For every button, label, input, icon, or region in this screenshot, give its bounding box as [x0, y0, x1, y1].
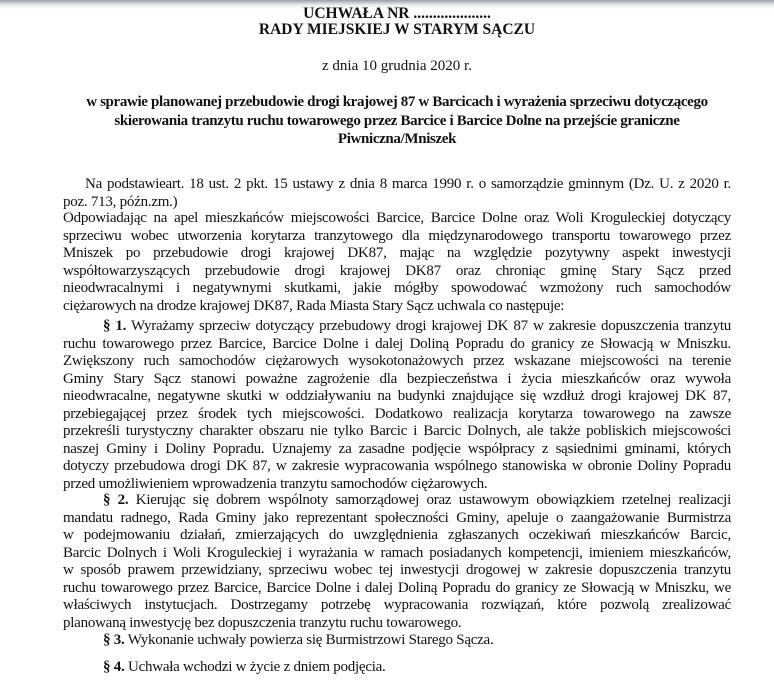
subject-line: skierowania tranzytu ruchu towarowego przez Barcice i Barcice Dolne na przejście graniczne — [114, 112, 680, 129]
section-4-line — [63, 659, 731, 677]
section-number: § 1. — [103, 318, 127, 334]
preamble-line: ciężarowych na drodze krajowej DK87, Rada Miasta Stary Sącz uchwala co następuje: — [63, 297, 565, 314]
council-name: RADY MIEJSKIEJ W STARYM SĄCZU — [258, 21, 536, 38]
section-2-line: mandatu radnego, Rada Gminy jako reprezentant społeczności Gminy, apeluje o zaangażowanie Burmistrza — [63, 509, 731, 526]
section-text: Uchwała wchodzi w życie z dniem podjęcia. — [124, 659, 386, 675]
section-1 — [63, 318, 731, 493]
section-4 — [63, 659, 731, 677]
section-2-line: w sposób prawem przewidziany, sprzeciwu wobec tej inwestycji drogowej w zakresie dopuszczenia tranzytu — [63, 562, 731, 578]
section-text: Wyrażamy sprzeciw dotyczący przebudowy drogi krajowej DK 87 w zakresie dopuszczenia tranzytu — [126, 318, 732, 334]
section-2-line — [63, 492, 731, 510]
section-2-line: ruchu towarowego przez Barcice, Barcice Dolne i dalej Doliną Popradu do granicy ze Słowacją w Mniszku, we — [63, 579, 731, 596]
legal-basis-line: poz. 713, późn.zm.) — [63, 193, 178, 210]
section-1-line — [63, 318, 731, 336]
subject-line: Piwniczna/Mniszek — [337, 131, 457, 147]
section-1-line: nieodwracalne, negatywne skutki w oddziaływaniu na budynki znajdujące się wzdłuż drogi krajowej DK 87, — [63, 388, 731, 404]
preamble — [63, 210, 731, 315]
resolution-subject — [63, 93, 731, 149]
section-text: Wykonanie uchwały powierza się Burmistrzowi Starego Sącza. — [124, 632, 494, 648]
section-number: § 2. — [103, 492, 129, 508]
preamble-line: Odpowiadając na apel mieszkańców miejscowości Barcice, Barcice Dolne oraz Woli Kroguleckiej dotyczący — [63, 210, 731, 226]
subject-line: w sprawie planowanej przebudowie drogi krajowej 87 w Barcicach i wyrażenia sprzeciwu dotyczącego — [86, 94, 708, 110]
section-3 — [63, 632, 731, 650]
section-3-line — [63, 632, 731, 650]
preamble-line: Mniszek po przebudowie drogi krajowej DK87, mając na względzie pozytywny aspekt inwestycji — [63, 245, 731, 261]
section-1-line: dotyczy przebudowa drogi DK 87, w zakresie wypracowania wspólnego stanowiska w obronie Doliny Popradu — [63, 458, 731, 474]
section-1-line: przekreśli turystyczny charakter obszaru nie tylko Barcic i Barcic Dolnych, ale także pobliskich miejscowości — [63, 423, 731, 439]
section-2-line: planowaną inwestycję bez dopuszczenia tranzytu ruchu towarowego. — [63, 614, 462, 631]
section-2 — [63, 492, 731, 632]
section-1-line: przed umożliwieniem wprowadzenia tranzytu samochodów ciężarowych. — [63, 475, 488, 492]
legal-basis — [63, 176, 731, 211]
section-number: § 4. — [103, 659, 125, 675]
section-2-line: właściwych instytucjach. Dostrzegamy potrzebę wypracowania rozwiązań, które pozwolą zrealizować — [63, 597, 731, 613]
section-2-line: w podejmowaniu działań, zmierzających do uwzględnienia zgłaszanych oczekiwań mieszkańców Barcic, — [63, 527, 731, 543]
section-1-line: naszej Gminy i Doliny Popradu. Uznajemy za zasadne podjęcie współpracy z sąsiednimi gminami, których — [63, 440, 731, 457]
resolution-title: UCHWAŁA NR .................... — [303, 5, 491, 22]
preamble-line: sprzeciwu wobec utworzenia korytarza tranzytowego dla międzynarodowego transportu towarowego przez — [63, 227, 731, 244]
preamble-line: nieodwracalnymi i negatywnymi skutkami, jakie mógłby spowodować wzmożony ruch samochodów — [63, 280, 731, 296]
resolution-date: z dnia 10 grudnia 2020 r. — [322, 58, 472, 74]
section-1-line: ruchu towarowego przez Barcice, Barcice Dolne i dalej Doliną Popradu do granicy ze Słowacją w Mniszku. — [63, 335, 731, 352]
section-number: § 3. — [103, 632, 125, 648]
section-1-line: Gminy Stary Sącz stanowi poważne zagrożenie dla bezpieczeństwa i życia mieszkańców oraz wywoła — [63, 370, 731, 387]
section-1-line: przebiegającej przez środek tych miejscowości. Dodatkowo realizacja korytarza towarowego na zawsze — [63, 405, 731, 422]
legal-basis-line: Na podstawieart. 18 ust. 2 pkt. 15 ustawy z dnia 8 marca 1990 r. o samorządzie gminnym (Dz. U. z 2020 r. — [85, 176, 731, 192]
section-1-line: Zwiększony ruch samochodów ciężarowych wysokotonażowych przez wskazane miejscowości na terenie — [63, 353, 731, 369]
section-2-line: Barcic Dolnych i Woli Kroguleckiej i wyrażania w ramach posiadanych kompetencji, imieniem mieszkańców, — [63, 544, 731, 561]
section-text: Kierując się dobrem wspólnoty samorządowej oraz ustawowym obowiązkiem rzetelnej realizacji — [128, 492, 731, 508]
preamble-line: współtowarzyszących przebudowie drogi krajowej DK87 oraz chroniąc gminę Stary Sącz przed — [63, 262, 731, 279]
